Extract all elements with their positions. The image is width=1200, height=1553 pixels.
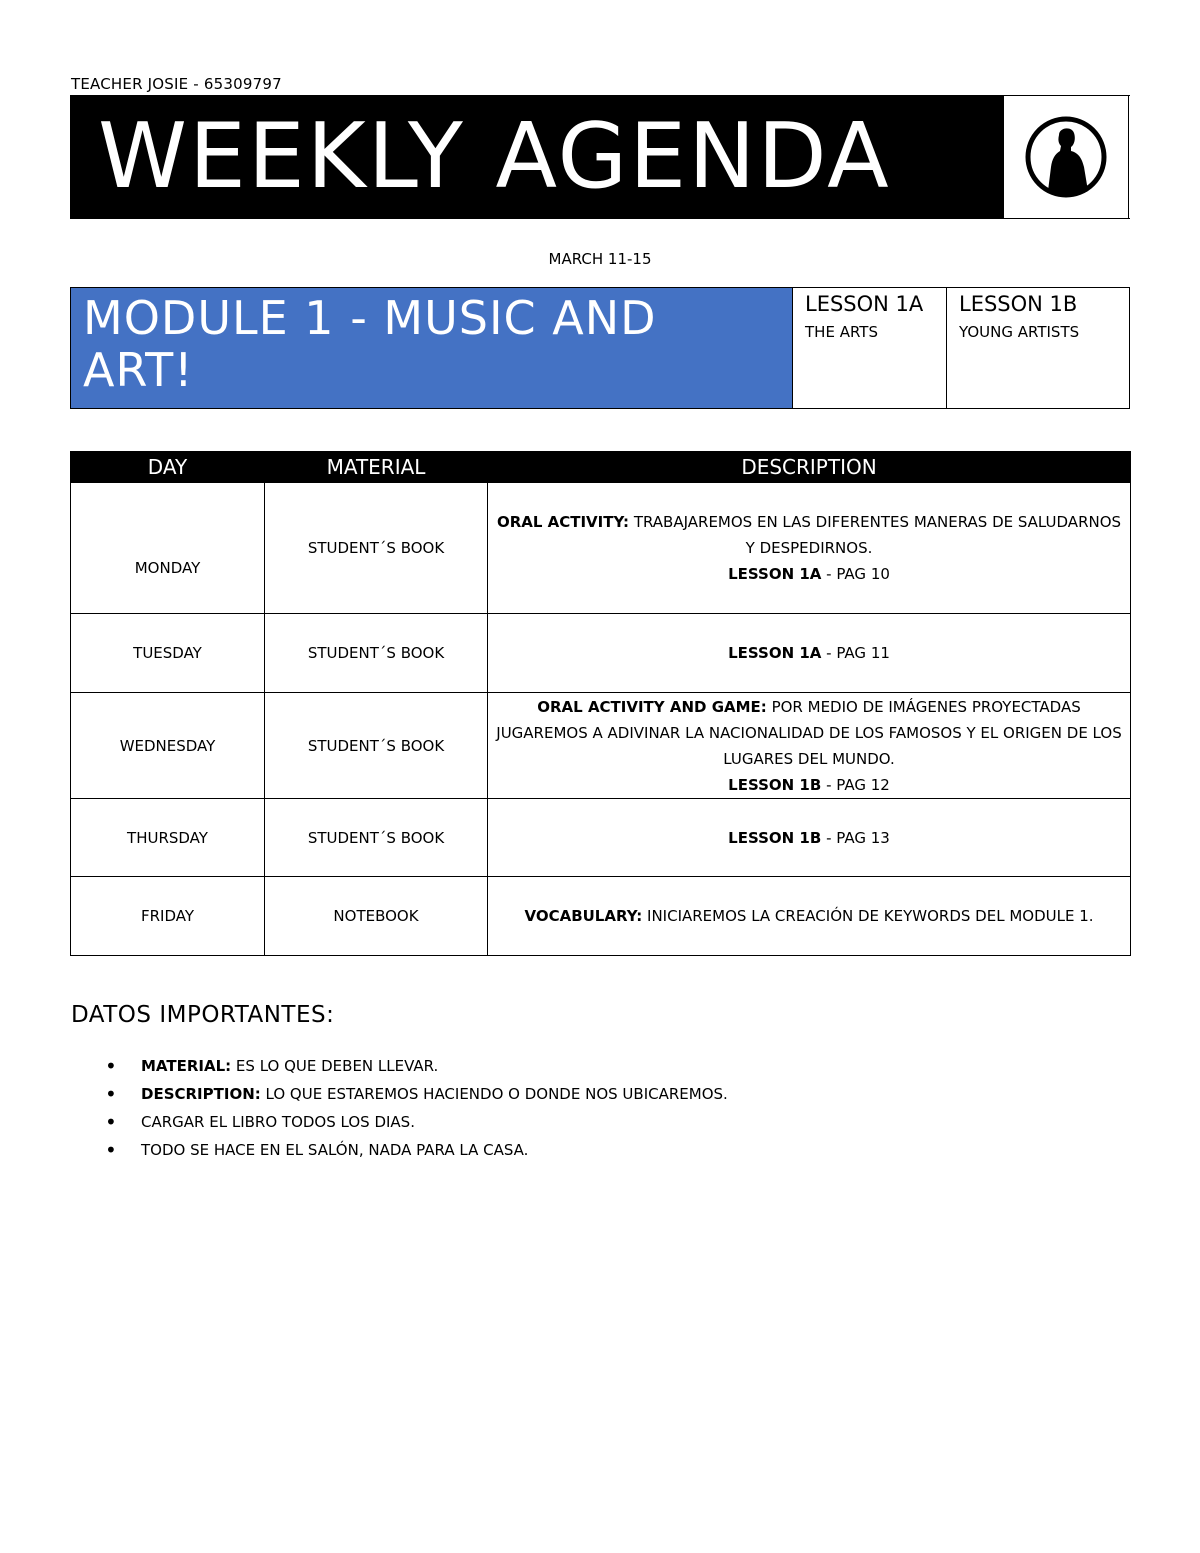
description-cell [488,693,1131,799]
page-ref: - PAG 10 [821,565,890,583]
page-ref: - PAG 12 [821,775,890,794]
list-item [71,1052,728,1080]
day-label: FRIDAY [140,907,195,925]
day-label: TUESDAY [133,644,202,662]
table-row [71,693,1131,799]
header-description: DESCRIPTION [488,451,1131,483]
teacher-info: TEACHER JOSIE - 65309797 [71,75,282,93]
table-row [71,483,1131,614]
item-text: ES LO QUE DEBEN LLEVAR. [231,1057,439,1075]
list-item [71,1136,728,1164]
date-range: MARCH 11-15 [548,250,652,268]
module-title: MODULE 1 - MUSIC AND ART! [71,288,793,408]
day-label: MONDAY [134,559,201,577]
lesson-1a-cell [793,288,947,408]
header-material: MATERIAL [265,451,488,483]
lesson-name: LESSON 1A [805,292,924,316]
day-cell [71,693,265,799]
important-list [71,1052,728,1164]
agenda-table [70,451,1131,956]
lesson-1b-cell [947,288,1128,408]
lesson-subtitle: THE ARTS [805,323,878,341]
description-label: VOCABULARY: [524,907,643,925]
day-cell [71,614,265,693]
page-ref: - PAG 13 [821,828,890,847]
table-header-row [71,451,1131,483]
page-ref: - PAG 11 [821,644,890,662]
day-label: THURSDAY [127,828,208,847]
description-cell [488,483,1131,614]
description-text: POR MEDIO DE IMÁGENES PROYECTADAS JUGAREMOS A ADIVINAR LA NACIONALIDAD DE LOS FAMOSOS Y EL ORIGEN DE LOS LUGARES DEL MUNDO. [496,697,1122,768]
title-banner [70,95,1130,219]
lesson-ref: LESSON 1B [728,828,822,847]
table-row [71,877,1131,956]
item-text: CARGAR EL LIBRO TODOS LOS DIAS. [141,1113,415,1131]
item-label: DESCRIPTION: [141,1085,261,1103]
day-cell [71,877,265,956]
day-label: WEDNESDAY [119,736,216,755]
description-cell [488,877,1131,956]
item-label: MATERIAL: [141,1057,232,1075]
material-cell: NOTEBOOK [265,877,488,956]
person-silhouette-icon [1024,115,1108,199]
lesson-name: LESSON 1B [959,292,1078,316]
module-header [70,287,1130,409]
material-cell: STUDENT´S BOOK [265,614,488,693]
day-cell [71,483,265,614]
description-label: ORAL ACTIVITY: [496,513,630,531]
list-item [71,1080,728,1108]
item-text: LO QUE ESTAREMOS HACIENDO O DONDE NOS UBICAREMOS. [260,1085,728,1103]
lesson-subtitle: YOUNG ARTISTS [959,323,1080,341]
material-cell: STUDENT´S BOOK [265,799,488,877]
page-title: WEEKLY AGENDA [70,96,1004,218]
material-cell: STUDENT´S BOOK [265,483,488,614]
table-row [71,614,1131,693]
lesson-ref: LESSON 1A [728,565,822,583]
important-title: DATOS IMPORTANTES: [71,1002,335,1028]
lesson-ref: LESSON 1A [728,644,822,662]
list-item [71,1108,728,1136]
description-text: TRABAJAREMOS EN LAS DIFERENTES MANERAS DE SALUDARNOS Y DESPEDIRNOS. [629,513,1122,557]
description-cell [488,799,1131,877]
table-row [71,799,1131,877]
lesson-ref: LESSON 1B [728,775,822,794]
logo [1004,96,1129,218]
header-day: DAY [71,451,265,483]
material-cell: STUDENT´S BOOK [265,693,488,799]
description-cell [488,614,1131,693]
description-text: INICIAREMOS LA CREACIÓN DE KEYWORDS DEL MODULE 1. [642,907,1094,925]
item-text: TODO SE HACE EN EL SALÓN, NADA PARA LA CASA. [141,1141,529,1159]
day-cell [71,799,265,877]
description-label: ORAL ACTIVITY AND GAME: [537,697,767,716]
